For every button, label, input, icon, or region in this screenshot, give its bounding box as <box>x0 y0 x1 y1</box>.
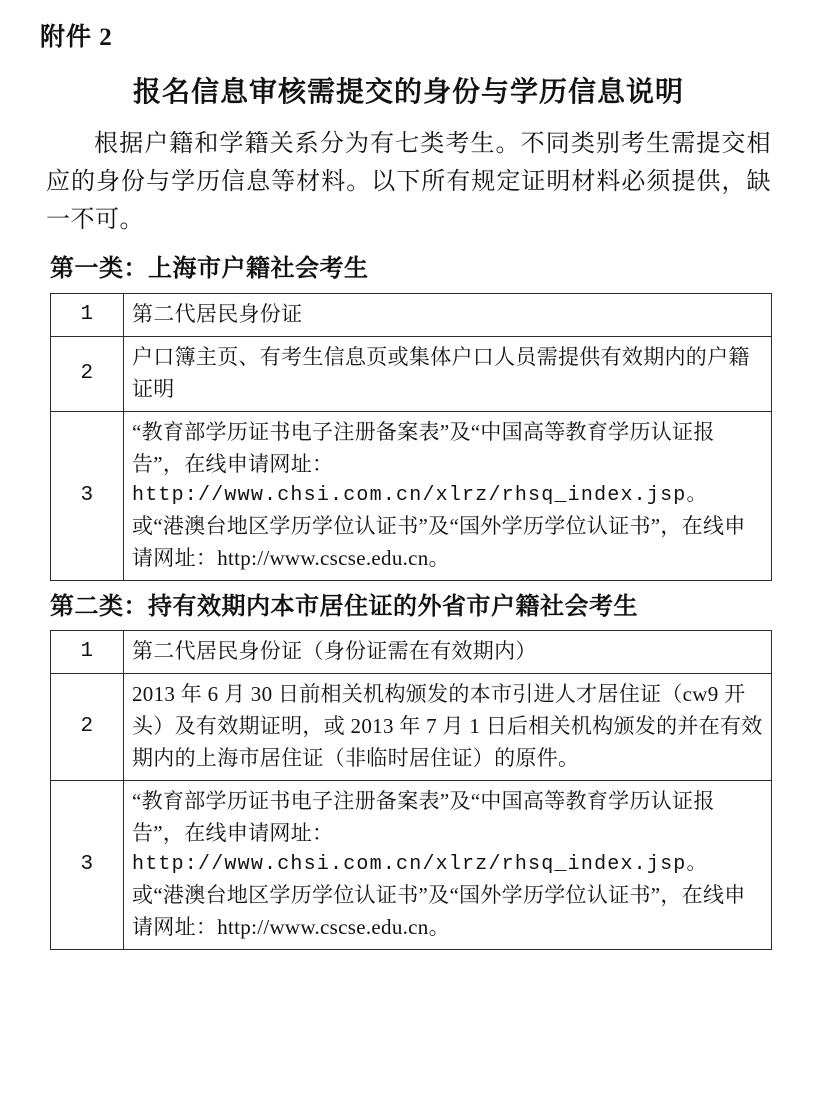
row-content <box>124 780 772 949</box>
table-row <box>51 294 772 337</box>
row-index: 3 <box>51 411 124 580</box>
page-title: 报名信息审核需提交的身份与学历信息说明 <box>132 76 684 108</box>
row-line: “教育部学历证书电子注册备案表”及“中国高等教育学历认证报告”，在线申请网址： <box>132 788 715 845</box>
row-line: 或“港澳台地区学历学位认证书”及“国外学历学位认证书”，在线申请网址：http://www.cscse.edu.cn。 <box>132 513 746 570</box>
row-index: 2 <box>51 336 124 411</box>
table-row <box>51 674 772 781</box>
section-heading-2: 第二类：持有效期内本市居住证的外省市户籍社会考生 <box>50 593 638 620</box>
row-line-url: http://www.chsi.com.cn/xlrz/rhsq_index.jsp。 <box>132 852 708 876</box>
section-heading-1: 第一类：上海市户籍社会考生 <box>50 256 369 283</box>
row-index: 1 <box>51 631 124 674</box>
intro-paragraph: 根据户籍和学籍关系分为有七类考生。不同类别考生需提交相应的身份与学历信息等材料。以下所有规定证明材料必须提供，缺一不可。 <box>46 130 771 233</box>
row-index: 2 <box>51 674 124 781</box>
row-line: “教育部学历证书电子注册备案表”及“中国高等教育学历认证报告”，在线申请网址： <box>132 419 715 476</box>
row-line-url: http://www.chsi.com.cn/xlrz/rhsq_index.jsp。 <box>132 483 708 507</box>
table-row <box>51 780 772 949</box>
row-index: 3 <box>51 780 124 949</box>
row-line: 2013 年 6 月 30 日前相关机构颁发的本市引进人才居住证（cw9 开头）及有效期证明，或 2013 年 7 月 1 日后相关机构颁发的并在有效期内的上海市居住证（非临时居住证）的原件。 <box>132 682 763 771</box>
requirements-table-2 <box>50 630 772 950</box>
row-line: 或“港澳台地区学历学位认证书”及“国外学历学位认证书”，在线申请网址：http://www.cscse.edu.cn。 <box>132 883 746 940</box>
row-line: 第二代居民身份证 <box>132 302 303 326</box>
row-content <box>124 294 772 337</box>
table-row <box>51 631 772 674</box>
row-line: 户口簿主页、有考生信息页或集体户口人员需提供有效期内的户籍证明 <box>132 344 750 401</box>
table-row <box>51 336 772 411</box>
row-content <box>124 674 772 781</box>
row-index: 1 <box>51 294 124 337</box>
row-content <box>124 631 772 674</box>
row-content <box>124 411 772 580</box>
row-content <box>124 336 772 411</box>
attachment-label: 附件 2 <box>40 24 113 51</box>
requirements-table-1 <box>50 293 772 581</box>
table-row <box>51 411 772 580</box>
row-line: 第二代居民身份证（身份证需在有效期内） <box>132 639 537 664</box>
